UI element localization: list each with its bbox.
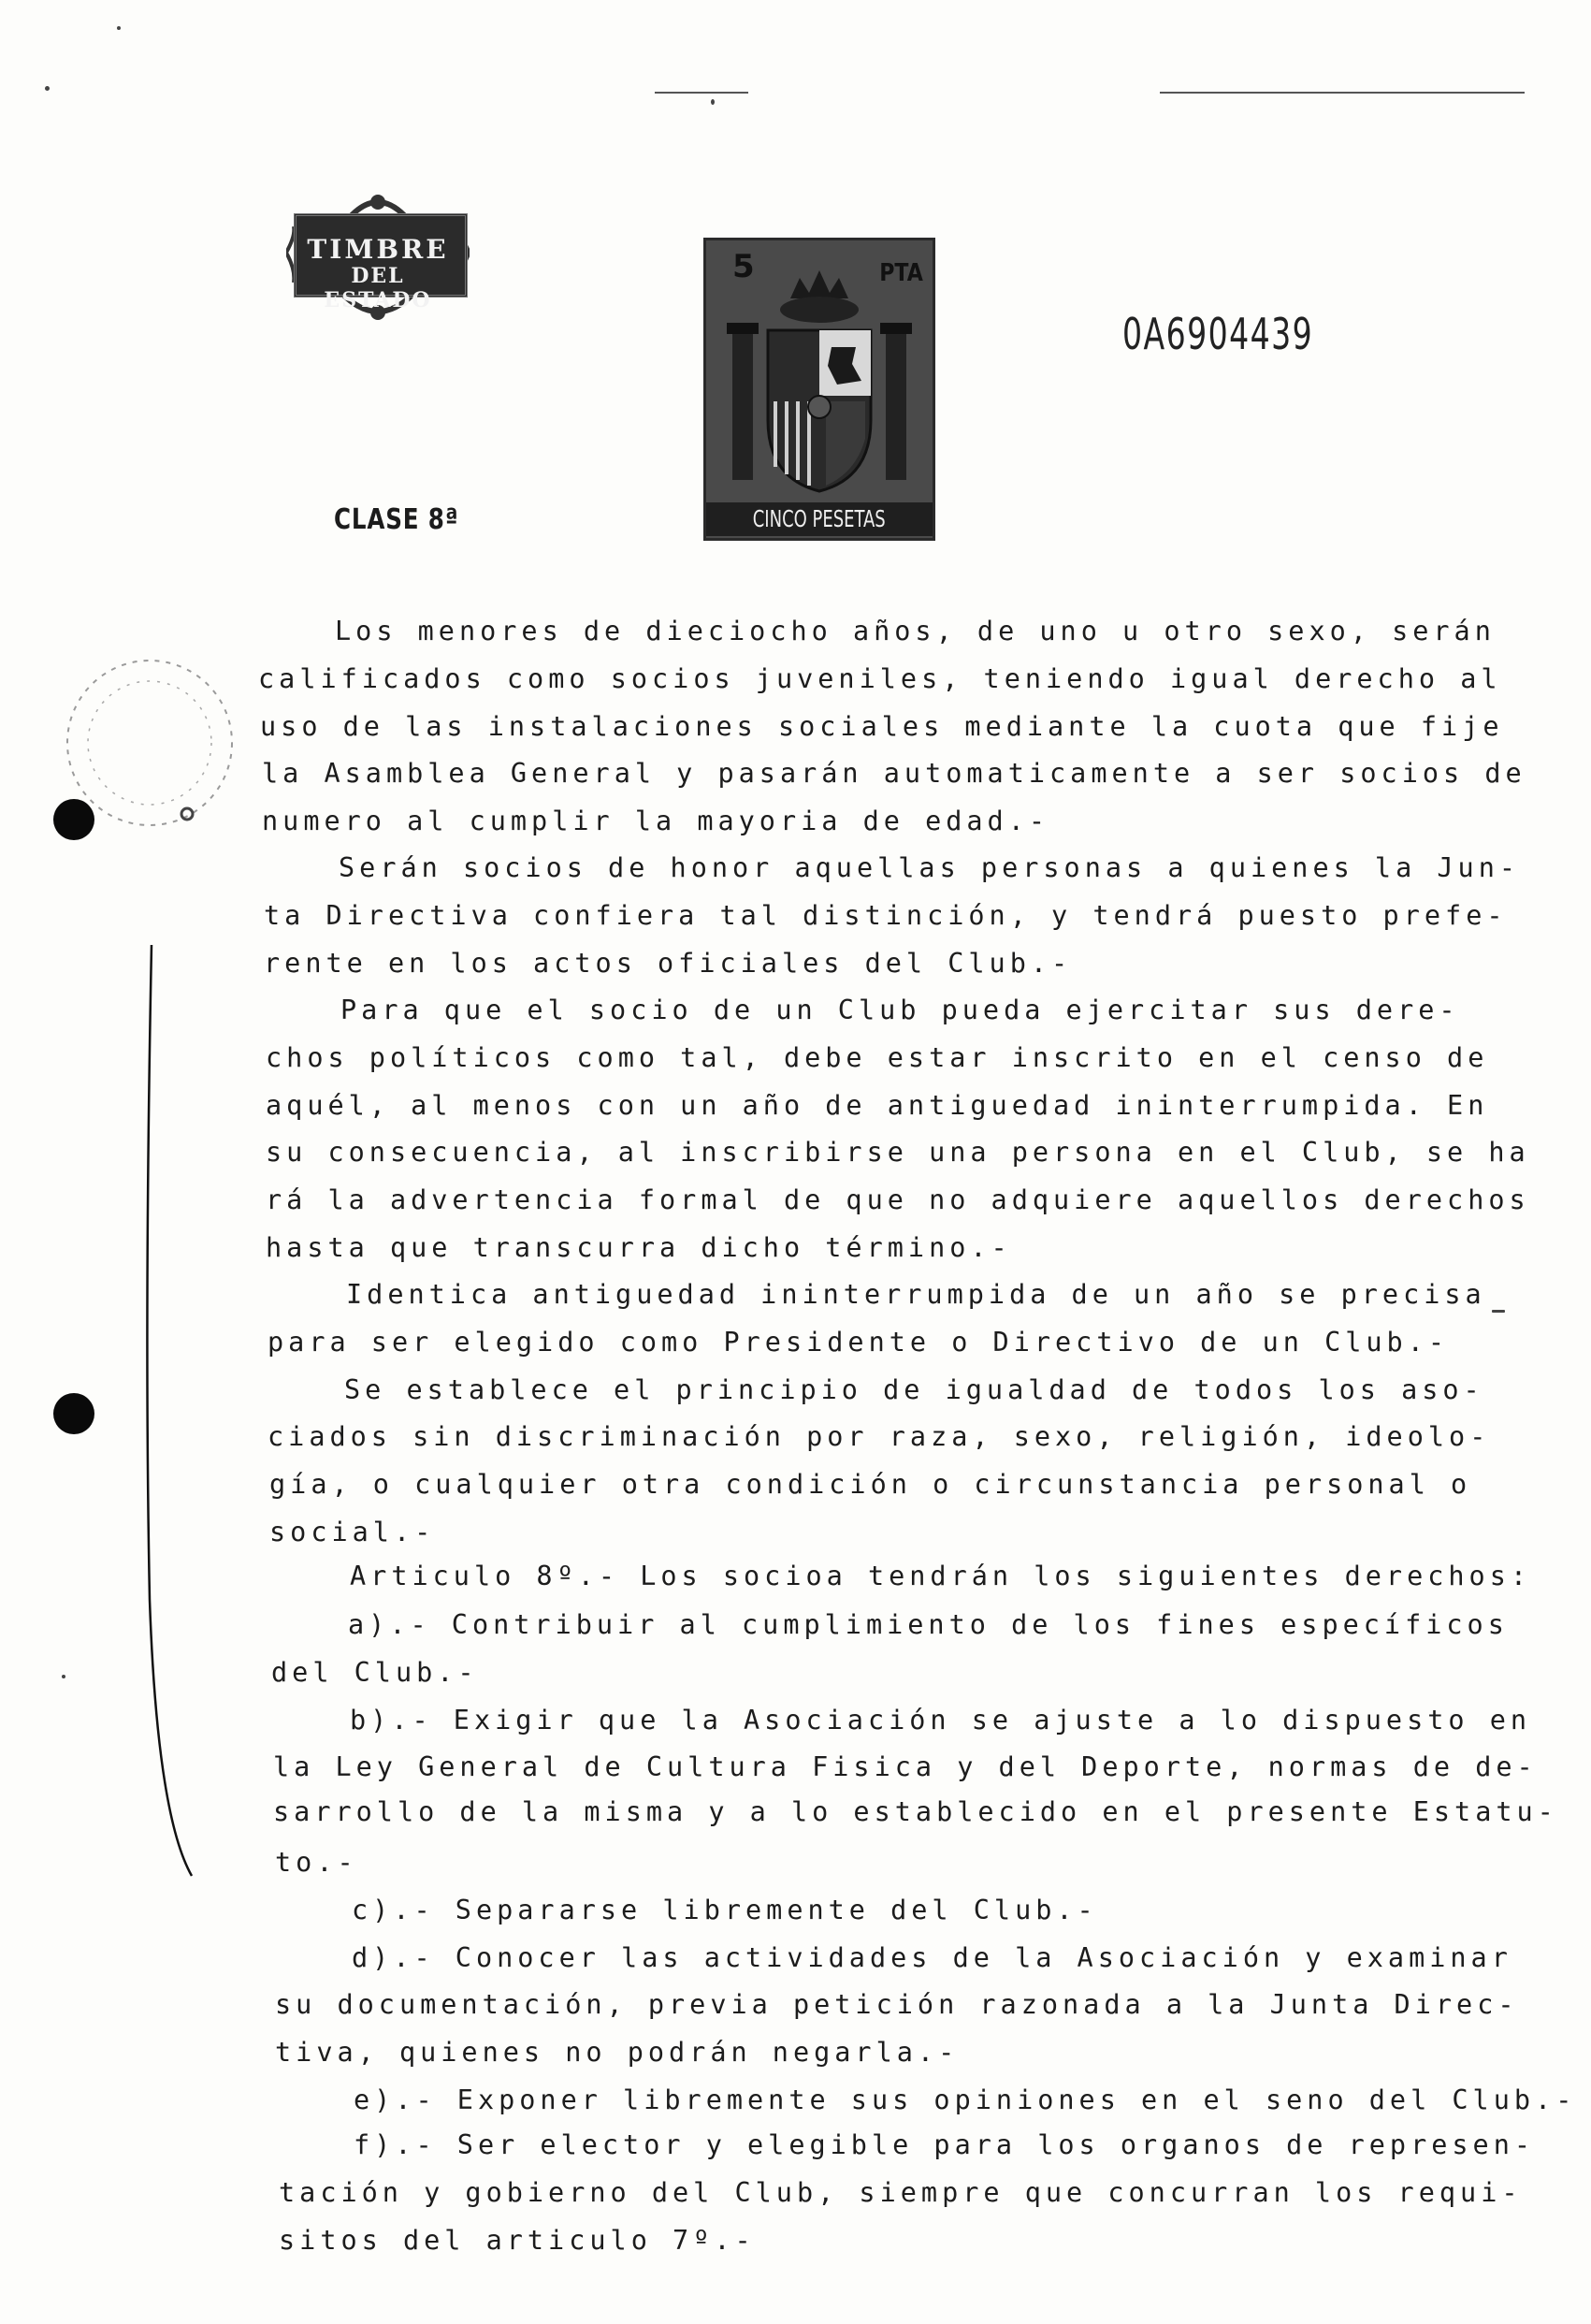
text-line: rá la advertencia formal de que no adquiere aquellos derechos [266,1184,1530,1215]
margin-mark [140,945,206,1881]
stamp-unit: PTA [879,259,923,287]
speck [1492,1310,1505,1313]
text-line: ta Directiva confiera tal distinción, y tendrá puesto prefe- [264,900,1508,931]
text-line: social.- [269,1517,436,1547]
serial-number: 0A6904439 [1122,309,1314,359]
text-line: Los menores de dieciocho años, de uno u otro sexo, serán [335,616,1496,646]
text-line: sitos del articulo 7º.- [279,2225,756,2256]
revenue-stamp [703,238,935,541]
text-line: su consecuencia, al inscribirse una persona en el Club, se ha [266,1137,1530,1168]
coat-of-arms-icon [716,261,923,495]
text-line: para ser elegido como Presidente o Directivo de un Club.- [268,1327,1450,1358]
timbre-line-1: TIMBRE [307,234,449,265]
text-line: f).- Ser elector y elegible para los organos de represen- [354,2129,1536,2160]
text-line: Articulo 8º.- Los socioa tendrán los siguientes derechos: [350,1561,1532,1591]
text-line: numero al cumplir la mayoria de edad.- [262,806,1050,836]
text-line: Se establece el principio de igualdad de todos los aso- [344,1374,1484,1405]
text-line: c).- Separarse libremente del Club.- [352,1895,1098,1925]
text-line: to.- [275,1847,358,1878]
text-line: ciados sin discriminación por raza, sexo, religión, ideolo- [268,1421,1491,1452]
top-rule [655,92,748,94]
stamp-label [706,502,933,536]
text-line: su documentación, previa petición razonada a la Junta Direc- [275,1989,1519,2020]
text-line: d).- Conocer las actividades de la Asociación y examinar [352,1942,1512,1973]
timbre-del-estado-emblem [286,189,470,326]
timbre-line-2: DEL ESTADO [324,264,432,312]
text-line: tiva, quienes no podrán negarla.- [275,2037,960,2068]
text-line: Identica antiguedad ininterrumpida de un año se precisa [346,1279,1486,1310]
text-line: hasta que transcurra dicho término.- [266,1232,1012,1263]
text-line: Serán socios de honor aquellas personas a quienes la Jun- [339,852,1521,883]
punch-hole [53,799,94,840]
stamp-label-text: CINCO PESETAS [753,505,886,532]
speck [711,99,715,105]
text-line: gía, o cualquier otra condición o circunstancia personal o [269,1469,1472,1500]
text-line: aquél, al menos con un año de antiguedad ininterrumpida. En [266,1090,1489,1121]
speck [62,1675,65,1678]
text-line: e).- Exponer libremente sus opiniones en el seno del Club.- [354,2084,1577,2115]
stamp-value: 5 [732,248,755,285]
text-line: sarrollo de la misma y a lo establecido en el presente Estatu- [273,1796,1558,1827]
speck [117,26,121,30]
clase-label: CLASE 8ª [334,503,459,536]
text-line: a).- Contribuir al cumplimiento de los fines específicos [348,1609,1509,1640]
text-line: tación y gobierno del Club, siempre que concurran los requi- [279,2177,1523,2208]
speck [45,86,50,91]
text-line: calificados como socios juveniles, teniendo igual derecho al [258,663,1502,694]
text-line: del Club.- [271,1657,479,1688]
text-line: b).- Exigir que la Asociación se ajuste a lo dispuesto en [350,1705,1532,1736]
text-line: Para que el socio de un Club pueda ejercitar sus dere- [340,995,1460,1025]
text-line: rente en los actos oficiales del Club.- [264,948,1073,979]
text-line: la Asamblea General y pasarán automaticamente a ser socios de [262,758,1526,789]
punch-hole [53,1393,94,1434]
text-line: uso de las instalaciones sociales mediante la cuota que fije [260,711,1504,742]
top-rule [1160,92,1525,94]
text-line: la Ley General de Cultura Fisica y del Deporte, normas de de- [273,1751,1538,1782]
text-line: chos políticos como tal, debe estar inscrito en el censo de [266,1042,1489,1073]
